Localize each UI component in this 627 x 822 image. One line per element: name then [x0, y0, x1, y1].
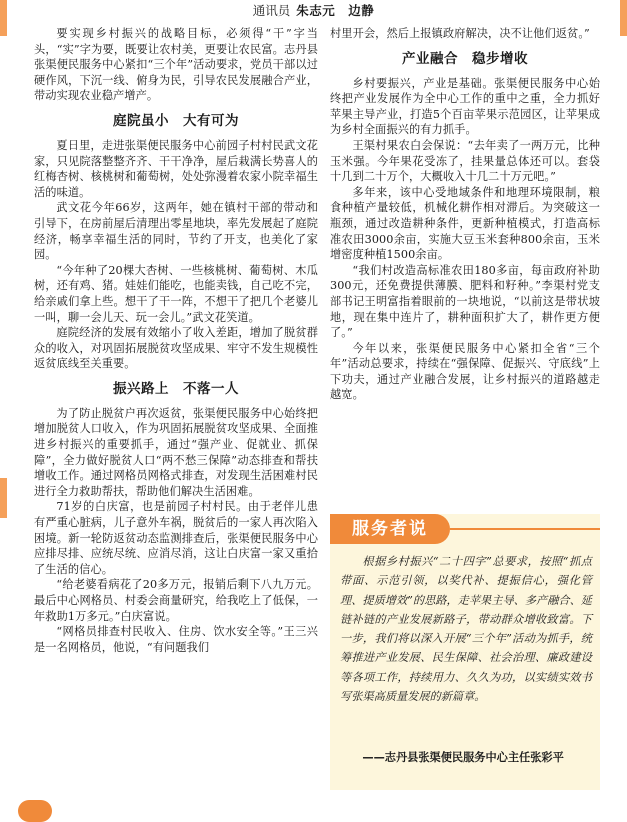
paragraph: “网格员排查村民收入、住房、饮水安全等。”王三兴是一名网格员，他说，“有问题我们: [34, 625, 318, 654]
right-column: [330, 26, 600, 403]
byline-names: 朱志元 边静: [296, 3, 375, 18]
paragraph: 庭院经济的发展有效缩小了收入差距，增加了脱贫群众的收入，对巩固拓展脱贫攻坚成果、牢守不发生规模性返贫底线至关重要。: [34, 326, 318, 371]
paragraph: “我们村改造高标准农田180多亩，每亩政府补助300元，还免费提供薄膜、肥料和籽种。”李渠村党支部书记王明富指着眼前的一块地说，“以前这是带状坡地，现在集中连片了，耕种面积扩大了，耕作更方便了。”: [330, 263, 600, 340]
paragraph: “给老婆看病花了20多万元，报销后剩下八九万元。最后中心网格员、村委会商量研究，给我吃上了低保，一年救助1万多元。”白庆富说。: [34, 578, 318, 623]
paragraph: 71岁的白庆富，也是前园子村村民。由于老伴儿患有严重心脏病，儿子意外车祸，脱贫后的一家人再次陷入困境。新一轮防返贫动态监测排查后，张渠便民服务中心应排尽排、应统尽统、应消尽消，这让白庆富一家又重拾了生活的信心。: [34, 500, 318, 576]
left-column: [34, 26, 318, 655]
sidebar-title-rule: [450, 528, 600, 530]
sidebar-signature: [340, 748, 592, 767]
paragraph: 为了防止脱贫户再次返贫，张渠便民服务中心始终把增加脱贫人口收入，作为巩固拓展脱贫攻坚成果、全面推进乡村振兴的重要抓手，通过“强产业、促就业、抓保障”，全力做好脱贫人口“两不愁三保障”动态排查和帮扶增收工作。通过网格员网格式排查，对发现生活困难村民进行全力救助帮扶，帮助他们解决生活困难。: [34, 406, 318, 498]
signature-text: ——志丹县张渠便民服务中心主任张彩平: [362, 751, 564, 764]
paragraph: 今年以来，张渠便民服务中心紧扣全省“三个年”活动总要求，持续在“强保障、促振兴、守底线”上下功夫，通过产业融合发展，让乡村振兴的道路越走越宽。: [330, 341, 600, 402]
paragraph: 王渠村果农白会保说：“去年卖了一两万元，比种玉米强。今年果花受冻了，挂果量总体还可以。套袋十几到二十万个，大概收入十几二十万元吧。”: [330, 138, 600, 184]
sidebar-title: 服务者说: [330, 514, 450, 544]
byline-role: 通讯员: [252, 3, 291, 18]
paragraph-continuation: 村里开会，然后上报镇政府解决，决不让他们返贫。”: [330, 27, 590, 40]
section-heading-no-one-left: 振兴路上 不落一人: [113, 380, 239, 397]
paragraph: 乡村要振兴，产业是基础。张渠便民服务中心始终把产业发展作为全中心工作的重中之重，全力抓好苹果主导产业，打造5个百亩苹果示范园区，让苹果成为乡村全面振兴的有力抓手。: [330, 76, 600, 137]
page-number-badge: [18, 800, 52, 822]
decorative-bar-mid-left: [0, 478, 7, 518]
sidebar-body: [340, 552, 592, 706]
byline: [0, 2, 627, 20]
section-heading-courtyard: 庭院虽小 大有可为: [113, 112, 239, 129]
sidebar-quote: 根据乡村振兴“二十四字”总要求，按照“抓点带面、示范引领，以奖代补、提振信心，强化管理、提质增效”的思路，走苹果主导、多产融合、延链补链的产业发展新路子，带动群众增收致富。下一步，我们将以深入开展“三个年”活动为抓手，统筹推进产业发展、民生保障、社会治理、廉政建设等各项工作，持续用力、久久为功，以实绩实效书写张渠高质量发展的新篇章。: [340, 555, 592, 704]
paragraph: 夏日里，走进张渠便民服务中心前园子村村民武文花家，只见院落整整齐齐、干干净净，屋后栽满长势喜人的红梅杏树、核桃树和葡萄树，处处弥漫着农家小院幸福生活的味道。: [34, 138, 318, 199]
section-heading-industry: 产业融合 稳步增收: [402, 50, 528, 67]
paragraph: “今年种了20棵大杏树、一些核桃树、葡萄树、木瓜树，还有鸡、猪。娃娃们能吃，也能卖钱，自己吃不完，给亲戚们拿上些。想干了干一阵，不想干了把几个老婆儿一叫，聊一会儿天、玩一会儿。”武文花笑道。: [34, 263, 318, 324]
paragraph: 多年来，该中心受地域条件和地理环境限制，粮食种植产量较低，机械化耕作相对滞后。为突破这一瓶颈，通过改造耕种条件，更新种植模式，打造高标准农田3000余亩，实施大豆玉米套种800余亩，玉米增密度种植1500余亩。: [330, 185, 600, 262]
service-provider-says-box: [330, 514, 600, 790]
paragraph: 武文花今年66岁，这两年，她在镇村干部的带动和引导下，在房前屋后清理出零星地块，率先发展起了庭院经济，畅享幸福生活的同时，节约了开支，也美化了家园。: [34, 201, 318, 262]
intro-paragraph: 要实现乡村振兴的战略目标，必须得“干”字当头，“实”字为要，既要让农村美，更要让农民富。志丹县张渠便民服务中心紧扣“三个年”活动要求，党员干部以过硬作风，下沉一线、俯身为民，引导农民发展融合产业，带动实现农业稳产增产。: [34, 27, 318, 103]
